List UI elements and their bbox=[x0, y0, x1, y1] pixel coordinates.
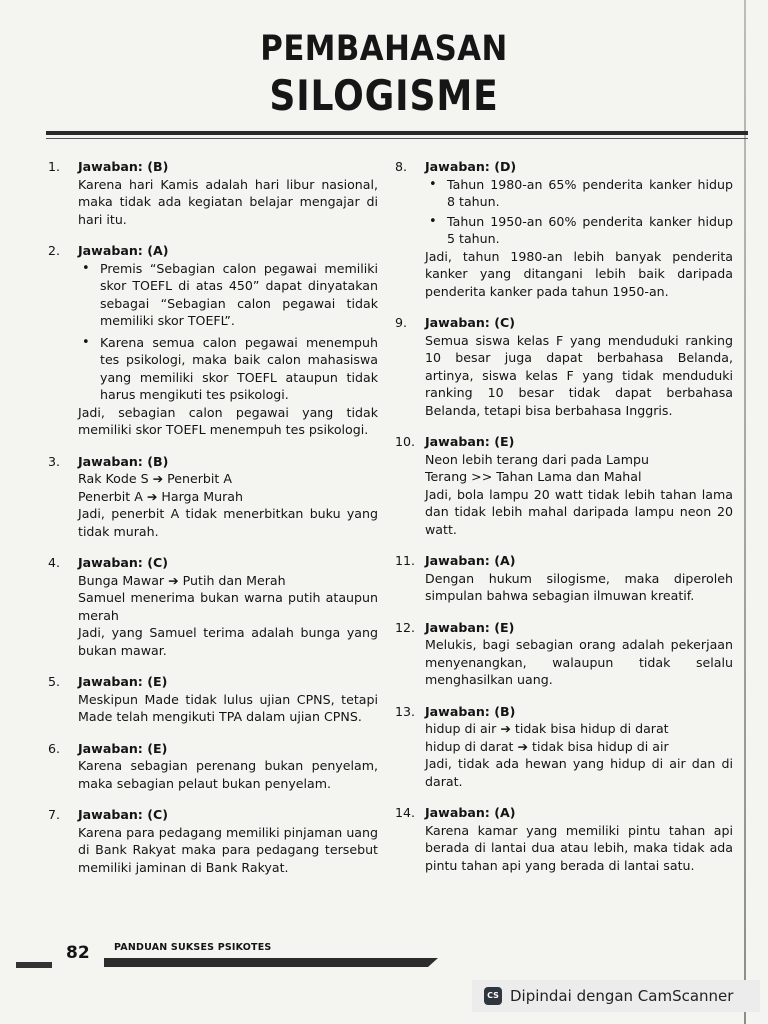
answer-item-4 bbox=[48, 554, 378, 659]
answer-item-14 bbox=[395, 804, 733, 874]
running-footer-title: PANDUAN SUKSES PSIKOTES bbox=[114, 942, 272, 953]
title-rule-thick bbox=[46, 131, 748, 135]
item-number: 2. bbox=[48, 243, 61, 258]
item-number: 4. bbox=[48, 555, 61, 570]
title-line-2: SILOGISME bbox=[269, 71, 499, 120]
explanation-text: Karena para pedagang memiliki pinjaman uang di Bank Rakyat maka para pedagang tersebut memiliki jaminan di Bank Rakyat. bbox=[78, 824, 378, 875]
item-number: 8. bbox=[395, 159, 408, 174]
premise-list bbox=[78, 260, 378, 404]
page-number: 82 bbox=[66, 943, 90, 963]
premise-line: Samuel menerima bukan warna putih ataupun merah bbox=[78, 590, 378, 623]
conclusion-text: Jadi, tidak ada hewan yang hidup di air dan di darat. bbox=[425, 756, 733, 789]
answer-label: Jawaban: (B) bbox=[78, 159, 169, 174]
premise-line: Rak Kode S ➔ Penerbit A bbox=[78, 471, 232, 486]
premise-bullet: • Premis “Sebagian calon pegawai memiliki skor TOEFL di atas 450” dapat dinyatakan sebagai “Sebagian calon pegawai tidak memiliki skor TOEFL”. bbox=[82, 260, 378, 328]
conclusion-text: Jadi, sebagian calon pegawai yang tidak memiliki skor TOEFL menempuh tes psikologi. bbox=[78, 404, 378, 437]
item-number: 10. bbox=[395, 434, 416, 449]
premise-line: Bunga Mawar ➔ Putih dan Merah bbox=[78, 572, 286, 588]
answer-item-3 bbox=[48, 453, 378, 541]
conclusion-text: Jadi, bola lampu 20 watt tidak lebih tahan lama dan tidak lebih mahal daripada lampu neon 20 watt. bbox=[425, 486, 733, 537]
item-number: 6. bbox=[48, 740, 61, 756]
conclusion-text: Jadi, penerbit A tidak menerbitkan buku yang tidak murah. bbox=[78, 506, 378, 539]
answer-label: Jawaban: (E) bbox=[425, 619, 515, 635]
answer-item-2 bbox=[48, 242, 378, 439]
right-column bbox=[395, 158, 733, 874]
explanation-text: Melukis, bagi sebagian orang adalah pekerjaan menyenangkan, walaupun tidak selalu menghasilkan uang. bbox=[425, 637, 733, 687]
item-number: 13. bbox=[395, 703, 416, 719]
title-line-1: PEMBAHASAN bbox=[260, 29, 508, 69]
explanation-text: Semua siswa kelas F yang menduduki ranking 10 besar juga dapat berbahasa Belanda, artinya, siswa kelas F yang tidak menduduki ranking 10 besar tidak dapat berbahasa Belanda, tetapi bisa berbahasa Inggris. bbox=[425, 332, 733, 418]
page-title bbox=[0, 28, 768, 121]
explanation-text: Karena hari Kamis adalah hari libur nasional, maka tidak ada kegiatan belajar mengajar di hari itu. bbox=[78, 176, 378, 227]
answer-item-6 bbox=[48, 740, 378, 793]
item-number: 3. bbox=[48, 453, 61, 469]
watermark-text: Dipindai dengan CamScanner bbox=[510, 987, 734, 1005]
premise-line: Neon lebih terang dari pada Lampu bbox=[425, 451, 649, 467]
answer-item-10 bbox=[395, 433, 733, 538]
answer-label: Jawaban: (B) bbox=[78, 453, 169, 469]
premise-bullet: • Karena semua calon pegawai menempuh tes psikologi, maka baik calon mahasiswa yang memiliki skor TOEFL ataupun tidak harus mengikuti tes psikologi. bbox=[82, 334, 378, 402]
premise-line: Penerbit A ➔ Harga Murah bbox=[78, 488, 243, 504]
answer-label: Jawaban: (C) bbox=[425, 315, 515, 330]
bullet-icon: • bbox=[429, 213, 437, 229]
explanation-text: Dengan hukum silogisme, maka diperoleh simpulan bahwa sebagian ilmuwan kreatif. bbox=[425, 570, 733, 603]
explanation-text: Meskipun Made tidak lulus ujian CPNS, tetapi Made telah mengikuti TPA dalam ujian CPNS. bbox=[78, 691, 378, 724]
answer-label: Jawaban: (A) bbox=[78, 243, 169, 258]
item-number: 12. bbox=[395, 619, 416, 635]
title-rule-thin bbox=[46, 138, 748, 139]
premise-bullet: • Tahun 1980-an 65% penderita kanker hidup 8 tahun. bbox=[429, 176, 733, 209]
answer-item-9 bbox=[395, 314, 733, 419]
answer-label: Jawaban: (C) bbox=[78, 807, 168, 822]
answer-label: Jawaban: (E) bbox=[78, 740, 168, 756]
premise-line: Terang >> Tahan Lama dan Mahal bbox=[425, 469, 642, 484]
item-number: 7. bbox=[48, 807, 61, 822]
item-number: 11. bbox=[395, 553, 416, 568]
conclusion-text: Jadi, tahun 1980-an lebih banyak penderita kanker yang ditangani lebih baik daripada penderita kanker pada tahun 1950-an. bbox=[425, 248, 733, 299]
answer-item-5 bbox=[48, 673, 378, 726]
answer-item-7 bbox=[48, 806, 378, 876]
item-number: 9. bbox=[395, 315, 408, 330]
left-column bbox=[48, 158, 378, 876]
page-edge-shadow bbox=[744, 0, 746, 1024]
bullet-icon: • bbox=[82, 334, 90, 350]
answer-label: Jawaban: (A) bbox=[425, 805, 516, 820]
footer-bar bbox=[104, 958, 438, 967]
answer-item-12 bbox=[395, 619, 733, 689]
bullet-icon: • bbox=[82, 260, 90, 276]
item-number: 14. bbox=[395, 805, 416, 820]
answer-label: Jawaban: (D) bbox=[425, 159, 517, 174]
answer-item-1 bbox=[48, 158, 378, 228]
answer-label: Jawaban: (B) bbox=[425, 703, 516, 719]
answer-label: Jawaban: (A) bbox=[425, 553, 516, 568]
camscanner-watermark bbox=[472, 980, 760, 1012]
item-number: 1. bbox=[48, 159, 61, 174]
premise-line: hidup di air ➔ tidak bisa hidup di darat bbox=[425, 721, 669, 736]
bullet-icon: • bbox=[429, 176, 437, 192]
explanation-text: Karena kamar yang memiliki pintu tahan api berada di lantai dua atau lebih, maka tidak ada pintu tahan api yang berada di lantai satu. bbox=[425, 822, 733, 873]
footer-bar-left bbox=[16, 962, 52, 968]
premise-line: hidup di darat ➔ tidak bisa hidup di air bbox=[425, 738, 669, 754]
answer-label: Jawaban: (E) bbox=[78, 674, 168, 689]
camscanner-logo-icon: CS bbox=[484, 987, 502, 1005]
conclusion-text: Jadi, yang Samuel terima adalah bunga yang bukan mawar. bbox=[78, 625, 378, 658]
premise-bullet: • Tahun 1950-an 60% penderita kanker hidup 5 tahun. bbox=[429, 213, 733, 246]
answer-item-8 bbox=[395, 158, 733, 300]
answer-item-11 bbox=[395, 552, 733, 605]
answer-label: Jawaban: (C) bbox=[78, 555, 168, 570]
explanation-text: Karena sebagian perenang bukan penyelam, maka sebagian pelaut bukan penyelam. bbox=[78, 758, 378, 791]
answer-label: Jawaban: (E) bbox=[425, 434, 515, 449]
answer-item-13 bbox=[395, 703, 733, 791]
premise-list bbox=[425, 176, 733, 248]
item-number: 5. bbox=[48, 674, 61, 689]
